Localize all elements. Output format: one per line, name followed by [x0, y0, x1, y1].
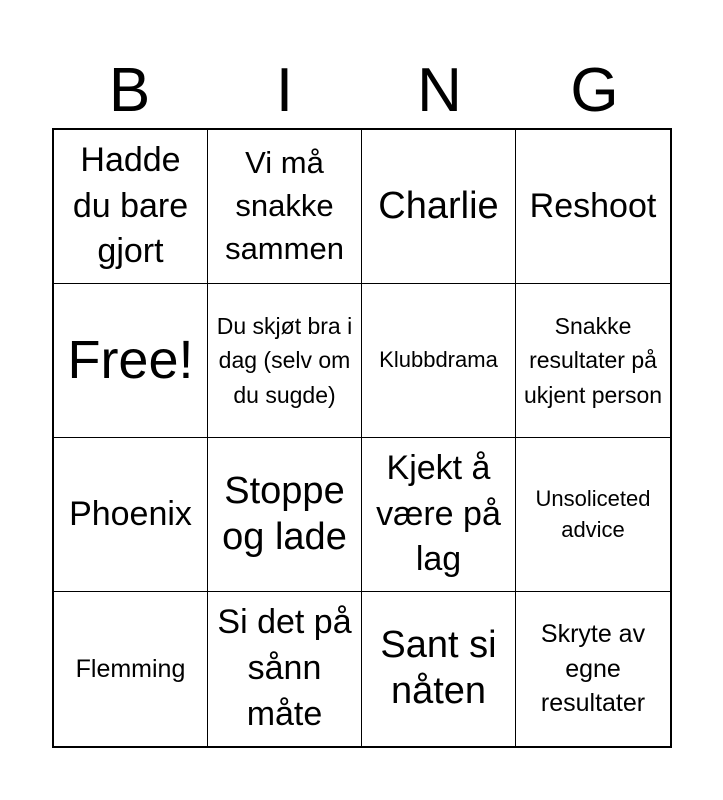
bingo-cell[interactable] [362, 284, 516, 438]
bingo-cell[interactable] [362, 592, 516, 746]
cell-label: Hadde du bare gjort [72, 140, 189, 271]
cell-label: Stoppe og lade [222, 469, 347, 558]
bingo-cell[interactable] [516, 284, 670, 438]
cell-label: Klubbdrama [379, 347, 498, 373]
bingo-cell[interactable] [208, 438, 362, 592]
free-space-cell[interactable] [54, 284, 208, 438]
title-letter-i: I [275, 56, 294, 125]
cell-label: Sant si nåten [380, 624, 497, 712]
title-letter-n: N [417, 56, 462, 125]
cell-label: Skryte av egne resultater [540, 620, 646, 718]
bingo-title [52, 55, 672, 127]
bingo-cell[interactable] [208, 592, 362, 746]
cell-label: Flemming [75, 654, 186, 683]
bingo-cell[interactable] [516, 438, 670, 592]
cell-label: Free! [67, 329, 194, 390]
bingo-cell[interactable] [54, 592, 208, 746]
bingo-cell[interactable] [362, 130, 516, 284]
title-letter-b: B [108, 56, 151, 125]
cell-label: Reshoot [529, 186, 657, 225]
cell-label: Snakke resultater på ukjent person [523, 312, 663, 408]
cell-label: Unsoliceted advice [535, 485, 651, 542]
bingo-cell[interactable] [208, 130, 362, 284]
bingo-cell[interactable] [516, 592, 670, 746]
bingo-board [52, 128, 672, 748]
cell-label: Vi må snakke sammen [225, 145, 344, 266]
bingo-cell[interactable] [54, 130, 208, 284]
bingo-cell[interactable] [516, 130, 670, 284]
cell-label: Kjekt å være på lag [376, 448, 501, 579]
bingo-cell[interactable] [208, 284, 362, 438]
cell-label: Charlie [378, 184, 499, 227]
cell-label: Si det på sånn måte [217, 603, 352, 733]
bingo-cell[interactable] [54, 438, 208, 592]
bingo-cell[interactable] [362, 438, 516, 592]
cell-label: Du skjøt bra i dag (selv om du sugde) [216, 312, 353, 408]
cell-label: Phoenix [69, 494, 192, 533]
title-letter-g: G [570, 56, 619, 125]
